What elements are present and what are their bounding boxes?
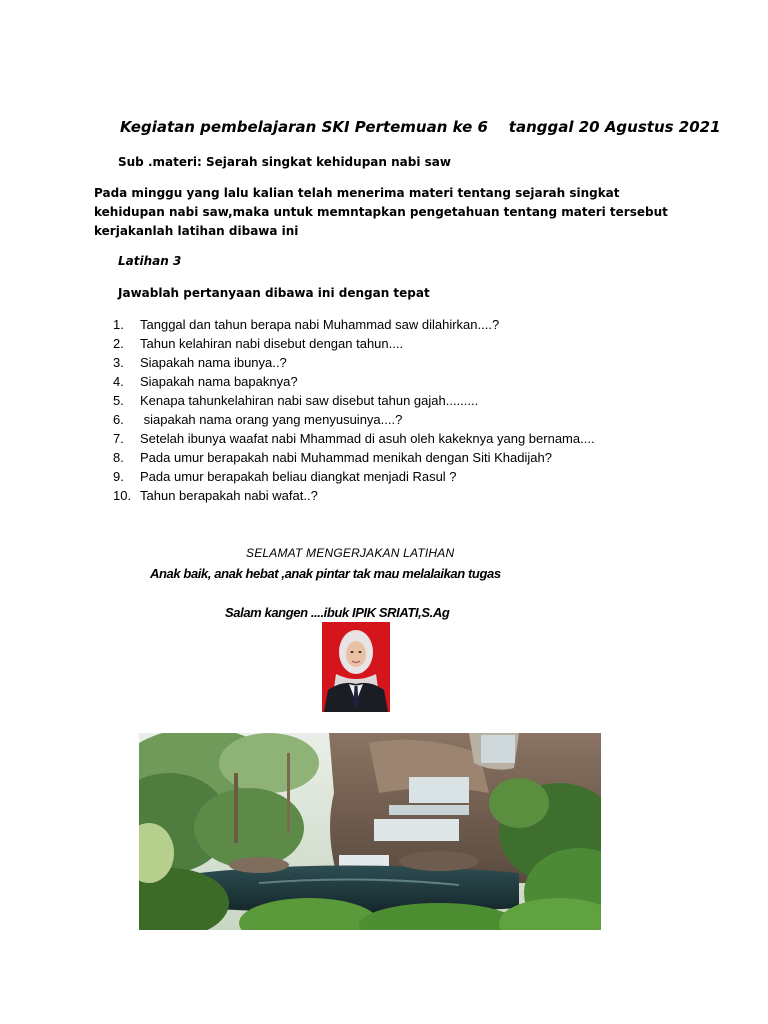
list-item bbox=[113, 391, 595, 410]
sub-materi: Sub .materi: Sejarah singkat kehidupan nabi saw bbox=[118, 155, 451, 169]
question-number: 10. bbox=[113, 488, 132, 503]
waterfall-garden-image bbox=[139, 733, 601, 930]
motto: Anak baik, anak hebat ,anak pintar tak mau melalaikan tugas bbox=[150, 566, 501, 581]
question-text: Siapakah nama bapaknya? bbox=[140, 374, 298, 389]
exercise-title: Latihan 3 bbox=[118, 254, 182, 268]
question-text: Kenapa tahunkelahiran nabi saw disebut tahun gajah......... bbox=[140, 393, 479, 408]
list-item bbox=[113, 315, 595, 334]
question-number: 5. bbox=[113, 393, 124, 408]
question-text: Pada umur berapakah nabi Muhammad menikah dengan Siti Khadijah? bbox=[140, 450, 552, 465]
list-item bbox=[113, 448, 595, 467]
list-item bbox=[113, 429, 595, 448]
teacher-photo bbox=[322, 622, 390, 712]
question-text: Pada umur berapakah beliau diangkat menjadi Rasul ? bbox=[140, 469, 457, 484]
question-number: 3. bbox=[113, 355, 124, 370]
question-list bbox=[113, 315, 595, 505]
question-number: 6. bbox=[113, 412, 124, 427]
list-item bbox=[113, 467, 595, 486]
closing-message: SELAMAT MENGERJAKAN LATIHAN bbox=[246, 546, 455, 560]
list-item bbox=[113, 372, 595, 391]
question-number: 7. bbox=[113, 431, 124, 446]
page-title: Kegiatan pembelajaran SKI Pertemuan ke 6 tanggal 20 Agustus 2021 bbox=[120, 118, 721, 136]
question-number: 2. bbox=[113, 336, 124, 351]
question-number: 8. bbox=[113, 450, 124, 465]
question-text: Tanggal dan tahun berapa nabi Muhammad saw dilahirkan....? bbox=[140, 317, 500, 332]
question-text: Tahun kelahiran nabi disebut dengan tahun.... bbox=[140, 336, 404, 351]
teacher-greeting: Salam kangen ....ibuk IPIK SRIATI,S.Ag bbox=[225, 605, 450, 620]
list-item bbox=[113, 486, 595, 505]
intro-paragraph: Pada minggu yang lalu kalian telah menerima materi tentang sejarah singkat kehidupan nabi saw,maka untuk memntapkan pengetahuan tentang materi tersebut kerjakanlah latihan dibawa ini bbox=[94, 186, 668, 238]
question-text: Setelah ibunya waafat nabi Mhammad di asuh oleh kakeknya yang bernama.... bbox=[140, 431, 595, 446]
question-number: 1. bbox=[113, 317, 124, 332]
list-item bbox=[113, 353, 595, 372]
question-text: siapakah nama orang yang menyusuinya....? bbox=[140, 412, 403, 427]
question-number: 9. bbox=[113, 469, 124, 484]
question-number: 4. bbox=[113, 374, 124, 389]
question-text: Siapakah nama ibunya..? bbox=[140, 355, 287, 370]
exercise-instruction: Jawablah pertanyaan dibawa ini dengan tepat bbox=[118, 286, 430, 300]
list-item bbox=[113, 334, 595, 353]
list-item bbox=[113, 410, 595, 429]
question-text: Tahun berapakah nabi wafat..? bbox=[140, 488, 318, 503]
